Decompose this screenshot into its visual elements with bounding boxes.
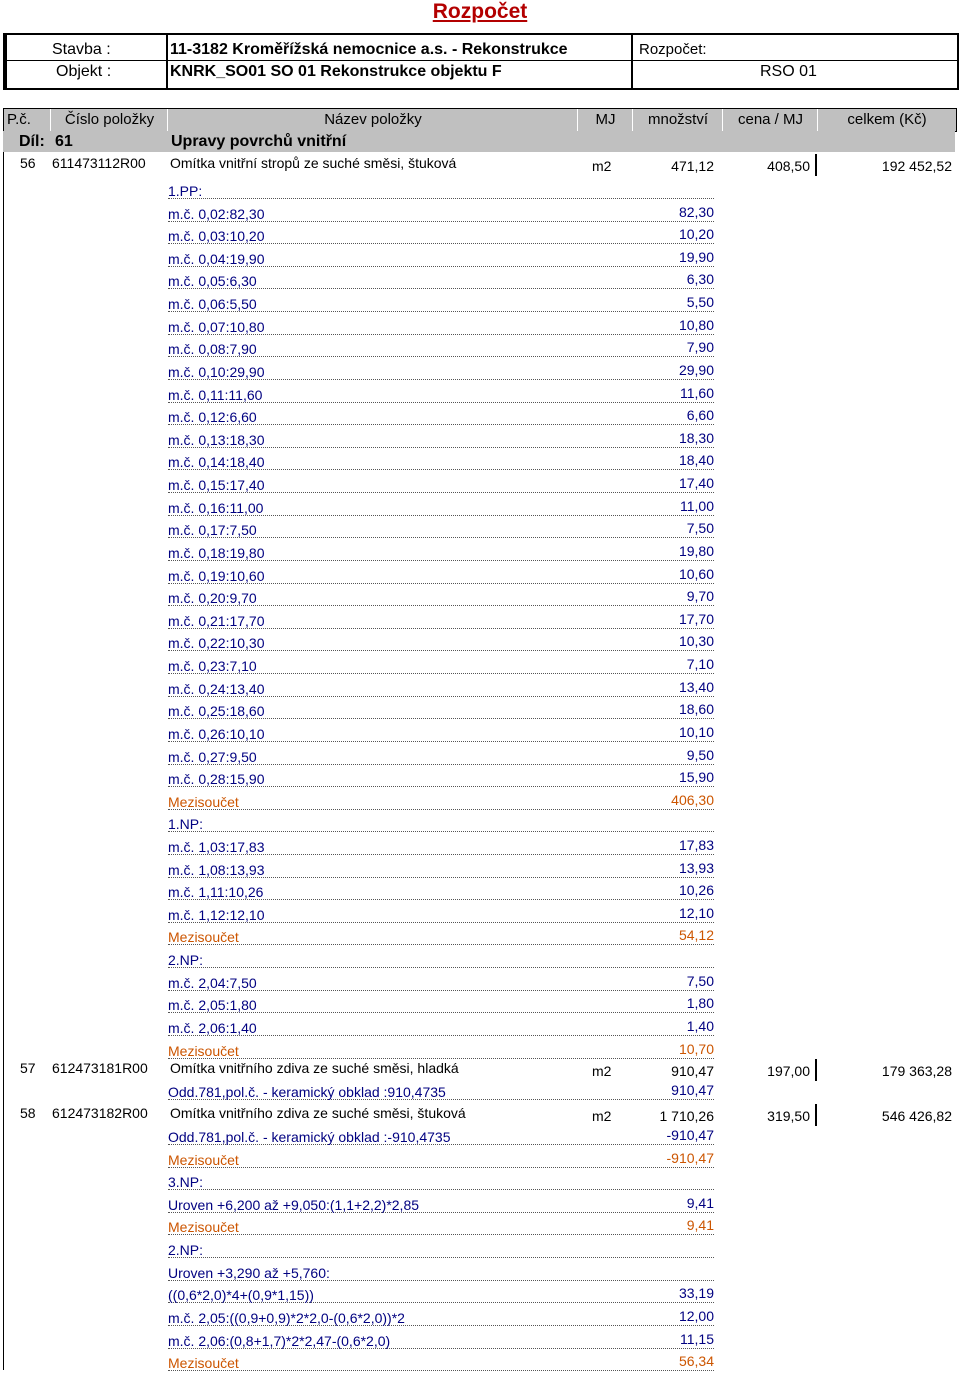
column-header-no: P.č.	[7, 111, 31, 128]
column-separator	[815, 1059, 817, 1081]
measurement-row	[168, 1081, 714, 1101]
section-label: Díl:	[19, 133, 45, 150]
dotted-rule	[168, 1189, 714, 1190]
measurement-text: m.č. 0,04:19,90	[168, 251, 265, 267]
measurement-value: 7,50	[686, 973, 714, 989]
measurement-value: 18,40	[678, 452, 714, 468]
measurement-text: Uroven +6,200 až +9,050:(1,1+2,2)*2,85	[168, 1197, 420, 1213]
measurement-row	[168, 474, 714, 494]
left-rule	[3, 152, 4, 1370]
dotted-rule	[168, 1167, 714, 1168]
subtotal-row	[168, 791, 714, 811]
column-header-code: Číslo položky	[50, 109, 168, 131]
subtotal-label: Mezisoučet	[168, 1152, 239, 1168]
measurement-value: 6,30	[686, 271, 714, 287]
measurement-value: 19,80	[678, 543, 714, 559]
measurement-value: 10,10	[678, 724, 714, 740]
measurement-text: m.č. 0,22:10,30	[168, 635, 265, 651]
measurement-text: m.č. 0,07:10,80	[168, 319, 265, 335]
measurement-text: m.č. 0,25:18,60	[168, 703, 265, 719]
measurement-value: 9,41	[686, 1195, 714, 1211]
measurement-value: 29,90	[678, 362, 714, 378]
subtotal-label: Mezisoučet	[168, 794, 239, 810]
measurement-text: m.č. 2,06:(0,8+1,7)*2*2,47-(0,6*2,0)	[168, 1333, 391, 1349]
measurement-value: 17,40	[678, 475, 714, 491]
measurement-text: 2.NP:	[168, 1242, 204, 1258]
measurement-row	[168, 1126, 714, 1146]
measurement-text: m.č. 0,05:6,30	[168, 273, 257, 289]
measurement-value: 17,70	[678, 611, 714, 627]
measurement-row	[168, 519, 714, 539]
subtotal-label: Mezisoučet	[168, 929, 239, 945]
measurement-row	[168, 655, 714, 675]
measurement-value: 18,30	[678, 430, 714, 446]
measurement-row	[168, 610, 714, 630]
subtotal-value: -910,47	[666, 1150, 714, 1166]
measurement-value: 1,40	[686, 1018, 714, 1034]
measurement-text: m.č. 0,24:13,40	[168, 681, 265, 697]
column-header-total: celkem (Kč)	[817, 109, 956, 131]
measurement-row	[168, 746, 714, 766]
item-mj: m2	[592, 1063, 612, 1079]
column-header-qty: množství	[632, 109, 723, 131]
subtotal-row	[168, 926, 714, 946]
measurement-row	[168, 1194, 714, 1214]
measurement-text: m.č. 0,12:6,60	[168, 409, 257, 425]
measurement-value: 910,47	[671, 1082, 714, 1098]
measurement-row	[168, 1330, 714, 1350]
measurement-row	[168, 587, 714, 607]
measurement-row	[168, 180, 714, 200]
subtotal-row	[168, 1216, 714, 1236]
measurement-value: 33,19	[678, 1285, 714, 1301]
measurement-text: m.č. 1,08:13,93	[168, 862, 265, 878]
objekt-value: KNRK_SO01 SO 01 Rekonstrukce objektu F	[170, 63, 502, 80]
subtotal-label: Mezisoučet	[168, 1043, 239, 1059]
measurement-value: -910,47	[666, 1127, 714, 1143]
measurement-text: m.č. 0,21:17,70	[168, 613, 265, 629]
measurement-text: m.č. 0,15:17,40	[168, 477, 265, 493]
column-header-row	[3, 108, 957, 132]
subtotal-value: 54,12	[678, 927, 714, 943]
stavba-label: Stavba :	[52, 41, 111, 58]
measurement-row	[168, 1284, 714, 1304]
measurement-text: m.č. 0,10:29,90	[168, 364, 265, 380]
measurement-row	[168, 248, 714, 268]
measurement-row	[168, 859, 714, 879]
measurement-row	[168, 994, 714, 1014]
dotted-rule	[168, 1370, 714, 1371]
dotted-rule	[168, 1234, 714, 1235]
measurement-row	[168, 565, 714, 585]
dotted-rule	[168, 944, 714, 945]
item-name: Omítka vnitřní stropů ze suché směsi, štuková	[170, 155, 457, 171]
measurement-text: m.č. 0,27:9,50	[168, 749, 257, 765]
subtotal-label: Mezisoučet	[168, 1219, 239, 1235]
rozpocet-label: Rozpočet:	[639, 41, 707, 58]
measurement-value: 12,10	[678, 905, 714, 921]
measurement-value: 7,10	[686, 656, 714, 672]
measurement-value: 9,50	[686, 747, 714, 763]
subtotal-value: 10,70	[678, 1041, 714, 1057]
subtotal-row	[168, 1149, 714, 1169]
measurement-text: m.č. 2,05:((0,9+0,9)*2*2,0-(0,6*2,0))*2	[168, 1310, 405, 1326]
dotted-rule	[168, 198, 714, 199]
column-separator	[815, 154, 817, 176]
measurement-text: m.č. 0,18:19,80	[168, 545, 265, 561]
measurement-row	[168, 203, 714, 223]
measurement-row	[168, 1017, 714, 1037]
item-total: 179 363,28	[881, 1063, 952, 1079]
measurement-row	[168, 338, 714, 358]
measurement-value: 10,26	[678, 882, 714, 898]
item-qty: 910,47	[671, 1063, 714, 1079]
measurement-value: 18,60	[678, 701, 714, 717]
measurement-value: 11,60	[680, 385, 714, 401]
subtotal-row	[168, 1040, 714, 1060]
measurement-row	[168, 361, 714, 381]
column-header-mj: MJ	[577, 109, 633, 131]
dotted-rule	[168, 809, 714, 810]
dotted-rule	[168, 1058, 714, 1059]
item-code: 611473112R00	[52, 155, 146, 171]
measurement-row	[168, 316, 714, 336]
measurement-text: m.č. 0,28:15,90	[168, 771, 265, 787]
section-code: 61	[55, 133, 73, 150]
measurement-row	[168, 972, 714, 992]
measurement-text: m.č. 1,12:12,10	[168, 907, 265, 923]
measurement-text: m.č. 2,05:1,80	[168, 997, 257, 1013]
measurement-value: 10,60	[678, 566, 714, 582]
measurement-value: 10,20	[678, 226, 714, 242]
measurement-text: m.č. 0,20:9,70	[168, 590, 257, 606]
measurement-text: m.č. 2,04:7,50	[168, 975, 257, 991]
measurement-value: 13,40	[678, 679, 714, 695]
item-total: 192 452,52	[881, 158, 952, 174]
column-header-price: cena / MJ	[722, 109, 818, 131]
section-name: Upravy povrchů vnitřní	[171, 133, 347, 150]
subtotal-row	[168, 1352, 714, 1372]
measurement-value: 11,15	[680, 1331, 714, 1347]
measurement-row	[168, 1262, 714, 1282]
measurement-text: 2.NP:	[168, 952, 204, 968]
header-divider	[166, 35, 168, 88]
measurement-row	[168, 881, 714, 901]
item-price: 197,00	[767, 1063, 810, 1079]
item-mj: m2	[592, 1108, 612, 1124]
measurement-text: m.č. 0,19:10,60	[168, 568, 265, 584]
subtotal-label: Mezisoučet	[168, 1355, 239, 1371]
measurement-value: 1,80	[686, 995, 714, 1011]
header-divider	[633, 60, 957, 61]
measurement-text: m.č. 0,06:5,50	[168, 296, 257, 312]
measurement-value: 12,00	[678, 1308, 714, 1324]
measurement-text: m.č. 0,02:82,30	[168, 206, 265, 222]
measurement-row	[168, 1171, 714, 1191]
header-divider	[631, 35, 633, 88]
measurement-value: 5,50	[686, 294, 714, 310]
header-divider	[5, 35, 7, 88]
measurement-value: 15,90	[678, 769, 714, 785]
measurement-row	[168, 542, 714, 562]
subtotal-value: 56,34	[678, 1353, 714, 1369]
measurement-row	[168, 813, 714, 833]
measurement-row	[168, 949, 714, 969]
measurement-row	[168, 225, 714, 245]
item-no: 57	[20, 1060, 36, 1076]
measurement-text: 3.NP:	[168, 1174, 204, 1190]
stavba-value: 11-3182 Kroměřížská nemocnice a.s. - Rekonstrukce	[170, 41, 568, 58]
measurement-value: 6,60	[686, 407, 714, 423]
measurement-row	[168, 632, 714, 652]
measurement-text: m.č. 0,17:7,50	[168, 522, 257, 538]
item-total: 546 426,82	[881, 1108, 952, 1124]
measurement-value: 13,93	[678, 860, 714, 876]
measurement-value: 19,90	[678, 249, 714, 265]
measurement-text: m.č. 0,11:11,60	[168, 387, 263, 403]
measurement-row	[168, 768, 714, 788]
measurement-value: 10,30	[678, 633, 714, 649]
item-no: 58	[20, 1105, 36, 1121]
measurement-row	[168, 1239, 714, 1259]
measurement-text: Odd.781,pol.č. - keramický obklad :910,4735	[168, 1084, 446, 1100]
measurement-row	[168, 678, 714, 698]
column-separator	[815, 1104, 817, 1126]
measurement-row	[168, 1307, 714, 1327]
measurement-text: 1.PP:	[168, 183, 203, 199]
item-price: 408,50	[767, 158, 810, 174]
item-name: Omítka vnitřního zdiva ze suché směsi, štuková	[170, 1105, 466, 1121]
measurement-text: m.č. 0,13:18,30	[168, 432, 265, 448]
measurement-row	[168, 836, 714, 856]
measurement-text: m.č. 0,23:7,10	[168, 658, 257, 674]
item-code: 612473182R00	[52, 1105, 148, 1121]
subtotal-value: 406,30	[671, 792, 714, 808]
measurement-row	[168, 904, 714, 924]
measurement-text: 1.NP:	[168, 816, 204, 832]
column-header-name: Název položky	[167, 109, 578, 131]
item-qty: 471,12	[671, 158, 714, 174]
measurement-text: m.č. 0,26:10,10	[168, 726, 265, 742]
measurement-value: 11,00	[680, 498, 714, 514]
measurement-text: m.č. 0,16:11,00	[168, 500, 264, 516]
rozpocet-value: RSO 01	[760, 63, 817, 80]
measurement-row	[168, 384, 714, 404]
measurement-row	[168, 429, 714, 449]
item-name: Omítka vnitřního zdiva ze suché směsi, hladká	[170, 1060, 459, 1076]
item-code: 612473181R00	[52, 1060, 148, 1076]
measurement-row	[168, 700, 714, 720]
measurement-value: 9,70	[686, 588, 714, 604]
page-title: Rozpočet	[432, 0, 528, 23]
measurement-value: 7,50	[686, 520, 714, 536]
measurement-text: m.č. 0,03:10,20	[168, 228, 265, 244]
measurement-row	[168, 406, 714, 426]
measurement-row	[168, 497, 714, 517]
measurement-text: m.č. 0,08:7,90	[168, 341, 257, 357]
dotted-rule	[168, 831, 714, 832]
measurement-row	[168, 293, 714, 313]
measurement-value: 17,83	[678, 837, 714, 853]
measurement-row	[168, 270, 714, 290]
dotted-rule	[168, 1257, 714, 1258]
header-divider	[5, 60, 168, 61]
measurement-text: Uroven +3,290 až +5,760:	[168, 1265, 330, 1281]
dotted-rule	[168, 967, 714, 968]
item-price: 319,50	[767, 1108, 810, 1124]
measurement-text: m.č. 2,06:1,40	[168, 1020, 257, 1036]
measurement-value: 82,30	[678, 204, 714, 220]
measurement-value: 7,90	[686, 339, 714, 355]
measurement-row	[168, 723, 714, 743]
measurement-text: ((0,6*2,0)*4+(0,9*1,15))	[168, 1287, 314, 1303]
measurement-value: 10,80	[678, 317, 714, 333]
measurement-row	[168, 451, 714, 471]
measurement-text: m.č. 1,03:17,83	[168, 839, 265, 855]
objekt-label: Objekt :	[56, 63, 112, 80]
section-row	[3, 131, 955, 152]
measurement-text: m.č. 1,11:10,26	[168, 884, 264, 900]
measurement-text: m.č. 0,14:18,40	[168, 454, 265, 470]
item-no: 56	[20, 155, 36, 171]
subtotal-value: 9,41	[686, 1217, 714, 1233]
item-qty: 1 710,26	[659, 1108, 714, 1124]
header-divider	[168, 60, 631, 61]
measurement-text: Odd.781,pol.č. - keramický obklad :-910,4735	[168, 1129, 451, 1145]
item-mj: m2	[592, 158, 612, 174]
